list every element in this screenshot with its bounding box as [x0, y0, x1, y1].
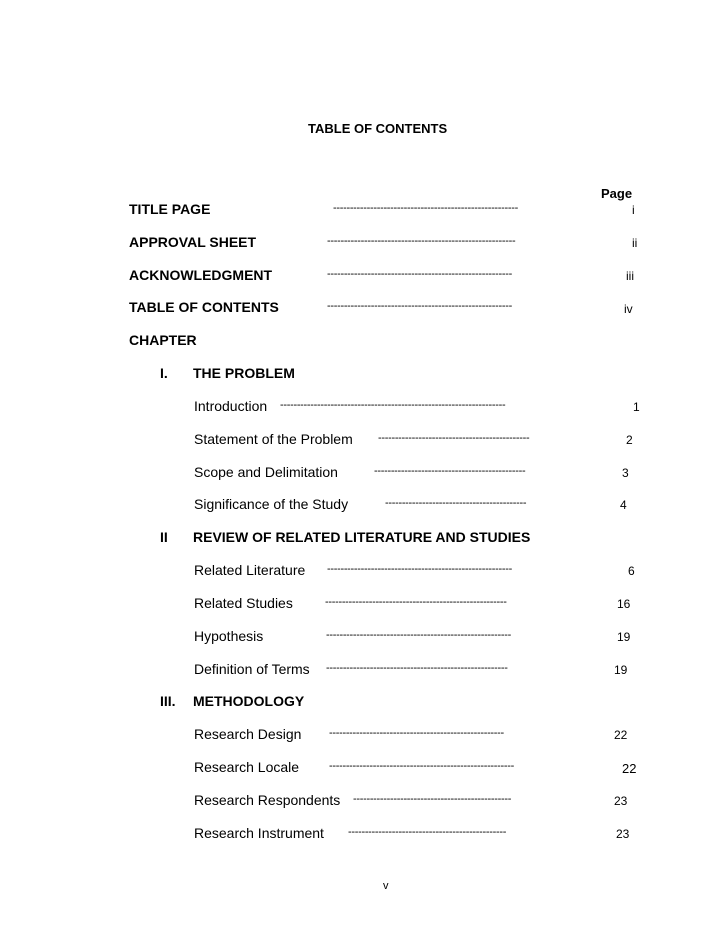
toc-page-number: iii [626, 269, 634, 283]
toc-leader: ------------------------------------------------------- [333, 202, 518, 214]
chapter-numeral: II [160, 529, 168, 545]
toc-page-number: 3 [622, 466, 629, 480]
toc-page-number: ii [632, 236, 638, 250]
chapter-title: REVIEW OF RELATED LITERATURE AND STUDIES [193, 529, 531, 545]
toc-entry-label: Related Studies [194, 595, 293, 611]
toc-page-number: 19 [614, 663, 628, 677]
chapter-title: METHODOLOGY [193, 693, 305, 709]
toc-leader: ------------------------------------------------------ [325, 596, 507, 608]
toc-page-number: 22 [622, 761, 637, 776]
toc-page-number: i [632, 203, 635, 217]
chapter-numeral: I. [160, 365, 168, 381]
chapter-heading: CHAPTER [129, 332, 197, 348]
toc-page-number: 4 [620, 498, 627, 512]
toc-entry-label: Introduction [194, 398, 268, 414]
toc-label-table-of-contents: TABLE OF CONTENTS [129, 299, 279, 315]
toc-leader: --------------------------------------------- [378, 432, 530, 444]
toc-label-acknowledgment: ACKNOWLEDGMENT [129, 267, 273, 283]
toc-page-number: 2 [626, 433, 633, 447]
chapter-title: THE PROBLEM [193, 365, 295, 381]
toc-page-number: 19 [617, 630, 631, 644]
toc-leader: --------------------------------------------- [374, 465, 526, 477]
toc-page-number: 1 [633, 400, 640, 414]
chapter-numeral: III. [160, 693, 176, 709]
toc-page-number: 22 [614, 728, 628, 742]
toc-leader: ---------------------------------------------------- [329, 727, 504, 739]
toc-page-number: 23 [614, 794, 628, 808]
toc-entry-label: Statement of the Problem [194, 431, 353, 447]
toc-leader: ----------------------------------------------- [348, 826, 507, 838]
footer-page-number: v [383, 880, 389, 892]
toc-leader: ------------------------------------------------------- [326, 629, 511, 641]
toc-leader: ------------------------------------------------------- [327, 268, 512, 280]
toc-leader: ------------------------------------------------------- [327, 300, 512, 312]
toc-page-number: 6 [628, 564, 635, 578]
toc-entry-label: Significance of the Study [194, 496, 349, 512]
toc-leader: ------------------------------------------------------- [327, 563, 512, 575]
toc-entry-label: Definition of Terms [194, 661, 310, 677]
toc-page-number: iv [624, 302, 633, 316]
toc-label-title-page: TITLE PAGE [129, 201, 211, 217]
toc-entry-label: Related Literature [194, 562, 306, 578]
toc-leader: ------------------------------------------------------ [326, 662, 508, 674]
page-column-header: Page [601, 186, 633, 201]
toc-leader: ------------------------------------------------------------------- [280, 399, 506, 411]
toc-label-approval-sheet: APPROVAL SHEET [129, 234, 257, 250]
toc-page-number: 16 [617, 597, 631, 611]
toc-leader: ------------------------------------------------------- [329, 760, 514, 772]
toc-entry-label: Research Design [194, 726, 302, 742]
toc-leader: -------------------------------------------------------- [327, 235, 516, 247]
toc-entry-label: Research Respondents [194, 792, 341, 808]
toc-entry-label: Research Instrument [194, 825, 324, 841]
toc-entry-label: Hypothesis [194, 628, 264, 644]
toc-entry-label: Scope and Delimitation [194, 464, 338, 480]
toc-page-number: 23 [616, 827, 630, 841]
toc-entry-label: Research Locale [194, 759, 300, 775]
document-title: TABLE OF CONTENTS [308, 121, 448, 136]
toc-leader: ----------------------------------------------- [353, 793, 512, 805]
toc-leader: ------------------------------------------ [385, 497, 527, 509]
